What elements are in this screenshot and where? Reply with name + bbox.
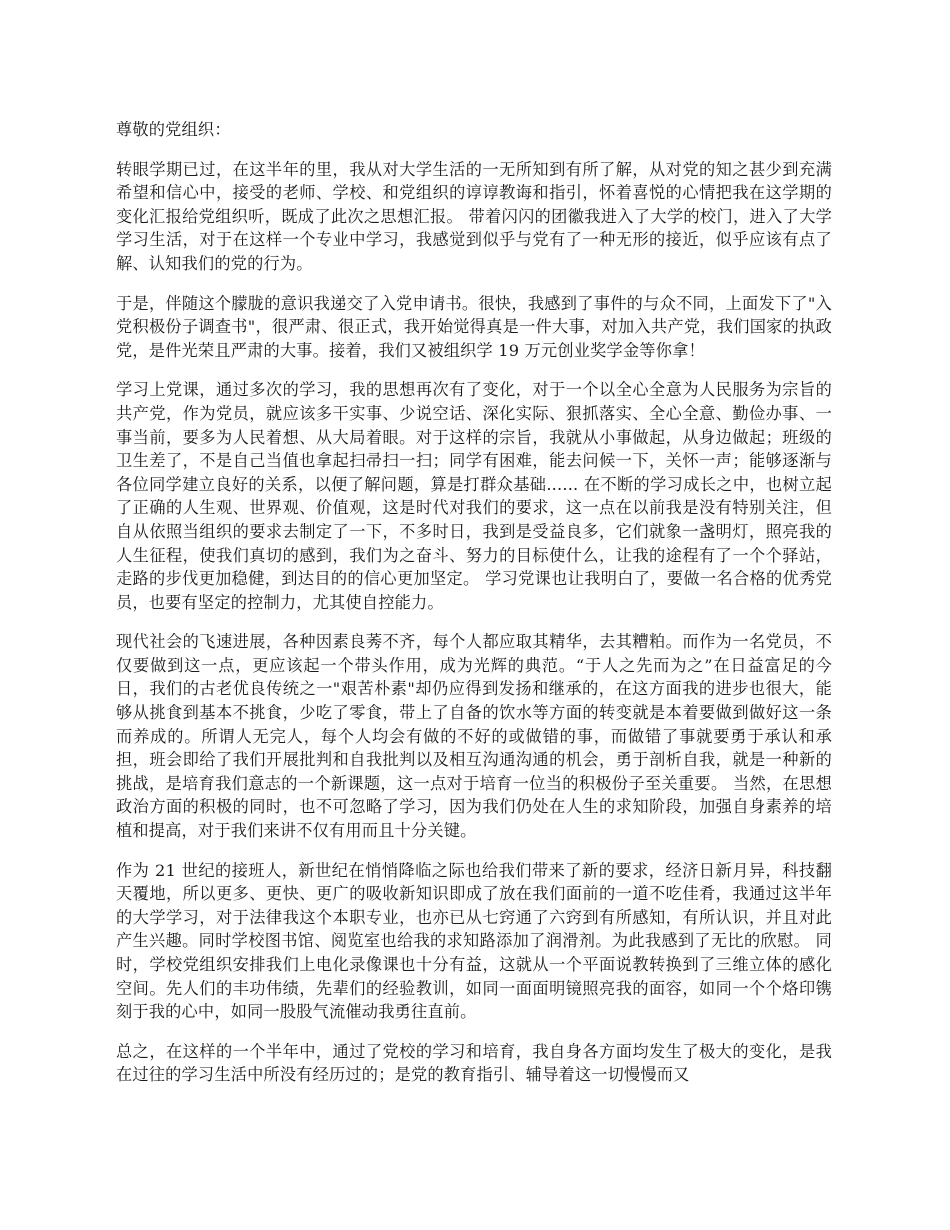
document-body: [116, 118, 832, 1103]
paragraph-1: 转眼学期已过，在这半年的里，我从对大学生活的一无所知到有所了解，从对党的知之甚少到充满希望和信心中，接受的老师、学校、和党组织的谆谆教诲和指引，怀着喜悦的心情把我在这学期的变化汇报给党组织听，既成了此次之思想汇报。 带着闪闪的团徽我进入了大学的校门，进入了大学学习生活，对于在这样一个专业中学习，我感觉到似乎与党有了一种无形的接近，似乎应该有点了解、认知我们的党的行为。: [116, 159, 832, 273]
paragraph-2: 于是，伴随这个朦胧的意识我递交了入党申请书。很快，我感到了事件的与众不同，上面发下了"入党积极份子调查书"，很严肃、很正式，我开始觉得真是一件大事，对加入共产党，我们国家的执政党，是件光荣且严肃的大事。接着，我们又被组织学 19 万元创业奖学金等你拿！: [116, 293, 832, 360]
paragraph-3: 学习上党课，通过多次的学习，我的思想再次有了变化，对于一个以全心全意为人民服务为宗旨的共产党，作为党员，就应该多干实事、少说空话、深化实际、狠抓落实、全心全意、勤俭办事、一事当前，要多为人民着想、从大局着眼。对于这样的宗旨，我就从小事做起，从身边做起；班级的卫生差了，不是自己当值也拿起扫帚扫一扫；同学有困难，能去问候一下，关怀一声；能够逐渐与各位同学建立良好的关系，以便了解问题，算是打群众基础...... 在不断的学习成长之中，也树立起了正确的人生观、世界观、价值观，这是时代对我们的要求，这一点在以前我是没有特别关注，但自从依照当组织的要求去制定了一下，不多时日，我到是受益良多，它们就象一盏明灯，照亮我的人生征程，使我们真切的感到，我们为之奋斗、努力的目标使什么，让我的途程有了一个个驿站，走路的步伐更加稳健，到达目的的信心更加坚定。 学习党课也让我明白了，要做一名合格的优秀党员，也要有坚定的控制力，尤其使自控能力。: [116, 380, 832, 612]
paragraph-5: 作为 21 世纪的接班人，新世纪在悄悄降临之际也给我们带来了新的要求，经济日新月异，科技翻天覆地，所以更多、更快、更广的吸收新知识即成了放在我们面前的一道不吃佳肴，我通过这半年的大学学习，对于法律我这个本职专业，也亦已从七窍通了六窍到有所感知，有所认识，并且对此产生兴趣。同时学校图书馆、阅览室也给我的求知路添加了润滑剂。为此我感到了无比的欣慰。 同时，学校党组织安排我们上电化录像课也十分有益，这就从一个平面说教转换到了三维立体的感化空间。先人们的丰功伟绩，先辈们的经验教训，如同一面面明镜照亮我的面容，如同一个个烙印镌刻于我的心中，如同一股股气流催动我勇往直前。: [116, 860, 832, 1022]
paragraph-4: 现代社会的飞速进展，各种因素良莠不齐，每个人都应取其精华，去其糟粕。而作为一名党员，不仅要做到这一点，更应该起一个带头作用，成为光辉的典范。“于人之先而为之”在日益富足的今日，我们的古老优良传统之一"艰苦朴素"却仍应得到发扬和继承的，在这方面我的进步也很大，能够从挑食到基本不挑食，少吃了零食，带上了自备的饮水等方面的转变就是本着要做到做好这一条而养成的。所谓人无完人，每个人均会有做的不好的或做错的事，而做错了事就要勇于承认和承担，班会即给了我们开展批判和自我批判以及相互沟通沟通的机会，勇于剖析自我，就是一种新的挑战，是培育我们意志的一个新课题，这一点对于培育一位当的积极份子至关重要。 当然，在思想政治方面的积极的同时，也不可忽略了学习，因为我们仍处在人生的求知阶段，加强自身素养的培植和提高，对于我们来讲不仅有用而且十分关键。: [116, 632, 832, 841]
paragraph-6: 总之，在这样的一个半年中，通过了党校的学习和培育，我自身各方面均发生了极大的变化，是我在过往的学习生活中所没有经历过的；是党的教育指引、辅导着这一切慢慢而又: [116, 1041, 832, 1085]
salutation: 尊敬的党组织：: [116, 120, 231, 139]
